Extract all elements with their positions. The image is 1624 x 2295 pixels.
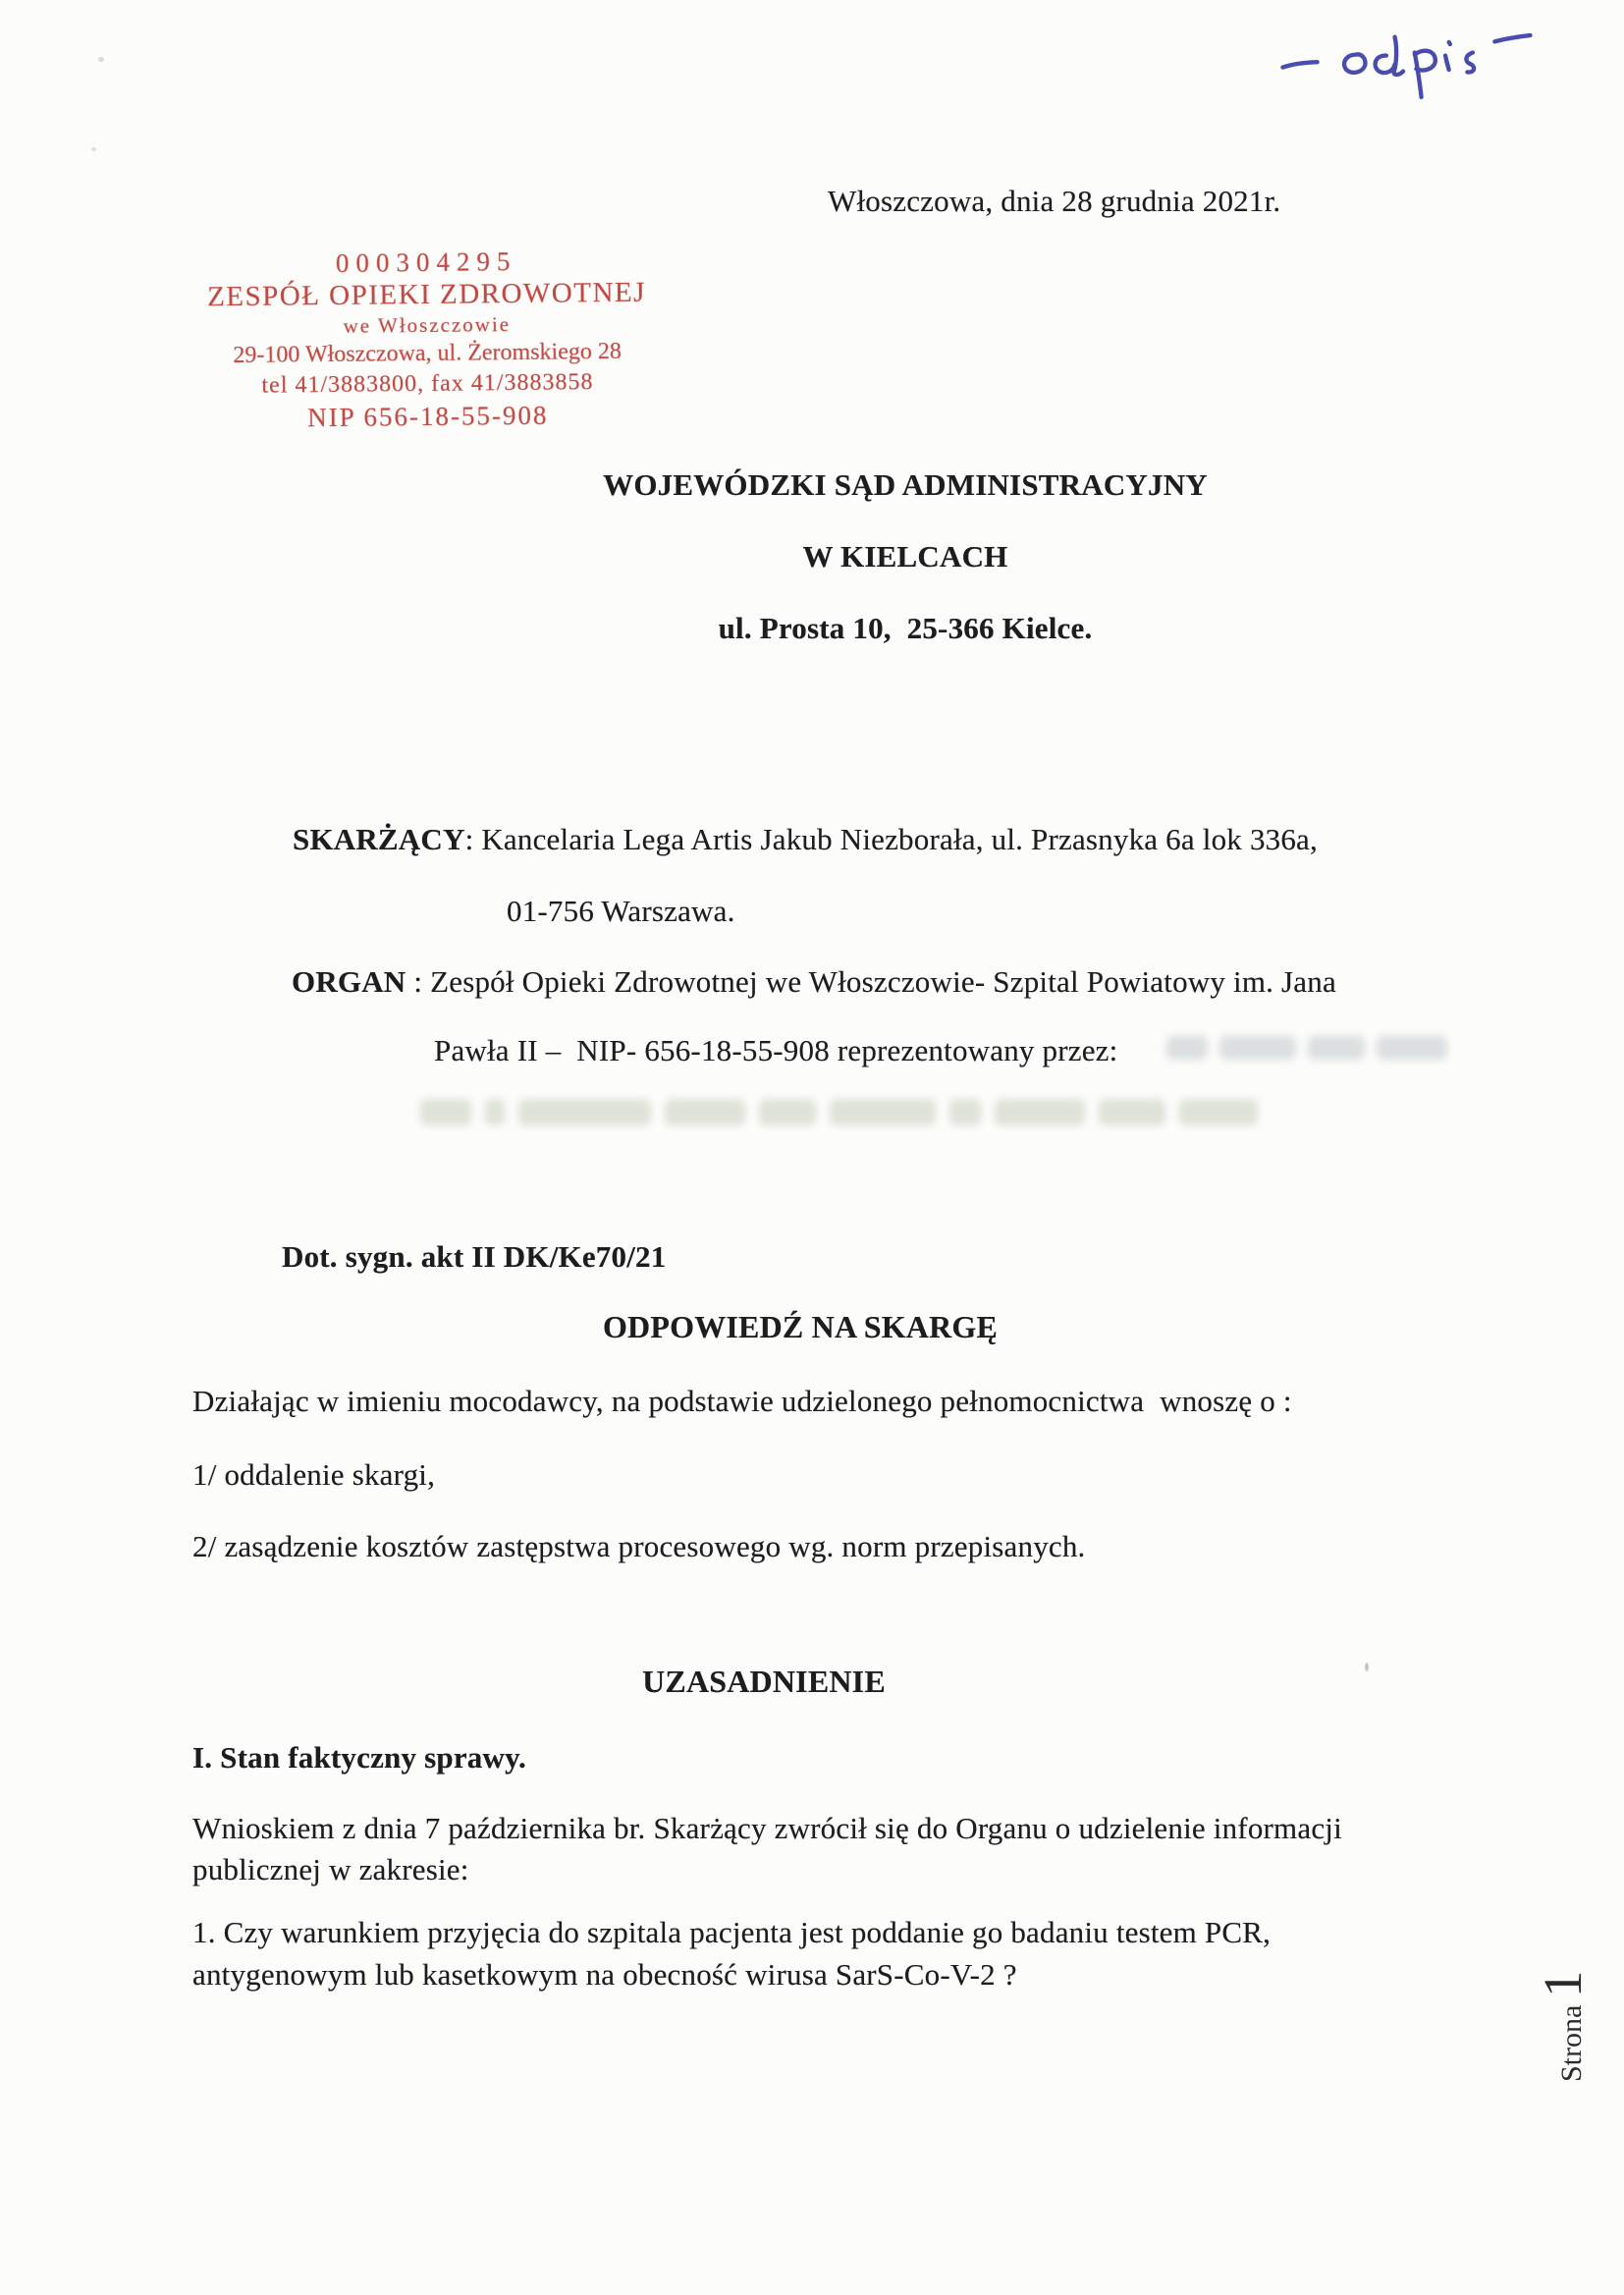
paragraph1-line2: publicznej w zakresie: <box>192 1852 469 1886</box>
hospital-stamp <box>200 246 654 435</box>
complainant-label: SKARŻĄCY <box>293 822 465 856</box>
page-number-vertical <box>1532 1944 1606 2082</box>
question1-line2: antygenowym lub kasetkowym na obecność wirusa SarS-Co-V-2 ? <box>192 1957 1017 1992</box>
scan-artifact <box>91 147 96 151</box>
complainant-line2: 01-756 Warszawa. <box>507 894 735 928</box>
handwriting-strokes <box>1265 13 1543 126</box>
request-item-2: 2/ zasądzenie kosztów zastępstwa procesowego wg. norm przepisanych. <box>192 1529 1086 1563</box>
page-number-value: 1 <box>1533 1970 1593 1998</box>
date-line: Włoszczowa, dnia 28 grudnia 2021r. <box>828 184 1281 218</box>
request-item-1: 1/ oddalenie skargi, <box>192 1457 436 1492</box>
complainant-text: : Kancelaria Lega Artis Jakub Niezborała, ul. Przasnyka 6a lok 336a, <box>464 822 1318 856</box>
organ-line <box>292 964 1336 1000</box>
stamp-nip: NIP 656-18-55-908 <box>307 400 549 433</box>
organ-line2: Pawła II – NIP- 656-18-55-908 reprezentowany przez: <box>434 1033 1118 1067</box>
complainant-line <box>293 822 1318 857</box>
court-city: W KIELCACH <box>802 539 1008 574</box>
intro-paragraph: Działając w imieniu mocodawcy, na podstawie udzielonego pełnomocnictwa wnoszę o : <box>192 1384 1292 1418</box>
section1-title: I. Stan faktyczny sprawy. <box>192 1740 527 1775</box>
court-address: ul. Prosta 10, 25-366 Kielce. <box>718 611 1093 645</box>
stamp-org-location: we Włoszczowie <box>343 312 512 338</box>
organ-text: : Zespół Opieki Zdrowotnej we Włoszczowie- Szpital Powiatowy im. Jana <box>406 964 1336 999</box>
scan-artifact <box>98 57 104 62</box>
justification-heading: UZASADNIENIE <box>642 1664 886 1699</box>
scan-artifact <box>1365 1663 1369 1671</box>
stamp-phone-fax: tel 41/3883800, fax 41/3883858 <box>261 369 594 399</box>
faded-redacted-text-2 <box>420 1088 1333 1135</box>
stamp-org-name: ZESPÓŁ OPIEKI ZDROWOTNEJ <box>206 276 647 313</box>
court-name: WOJEWÓDZKI SĄD ADMINISTRACYJNY <box>603 467 1208 502</box>
handwritten-odpis-note <box>1265 13 1543 126</box>
page-number-label: Strona <box>1555 1997 1588 2082</box>
document-title: ODPOWIEDŹ NA SKARGĘ <box>602 1309 999 1344</box>
case-reference: Dot. sygn. akt II DK/Ke70/21 <box>282 1239 667 1274</box>
organ-label: ORGAN <box>292 964 406 999</box>
paragraph1-line1: Wnioskiem z dnia 7 października br. Skarżący zwrócił się do Organu o udzielenie informacji <box>192 1811 1342 1845</box>
faded-redacted-text-1 <box>1166 1031 1461 1065</box>
question1-line1: 1. Czy warunkiem przyjęcia do szpitala pacjenta jest poddanie go badaniu testem PCR, <box>192 1915 1272 1949</box>
stamp-address: 29-100 Włoszczowa, ul. Żeromskiego 28 <box>233 338 623 369</box>
stamp-registry-number: 000304295 <box>335 246 517 278</box>
